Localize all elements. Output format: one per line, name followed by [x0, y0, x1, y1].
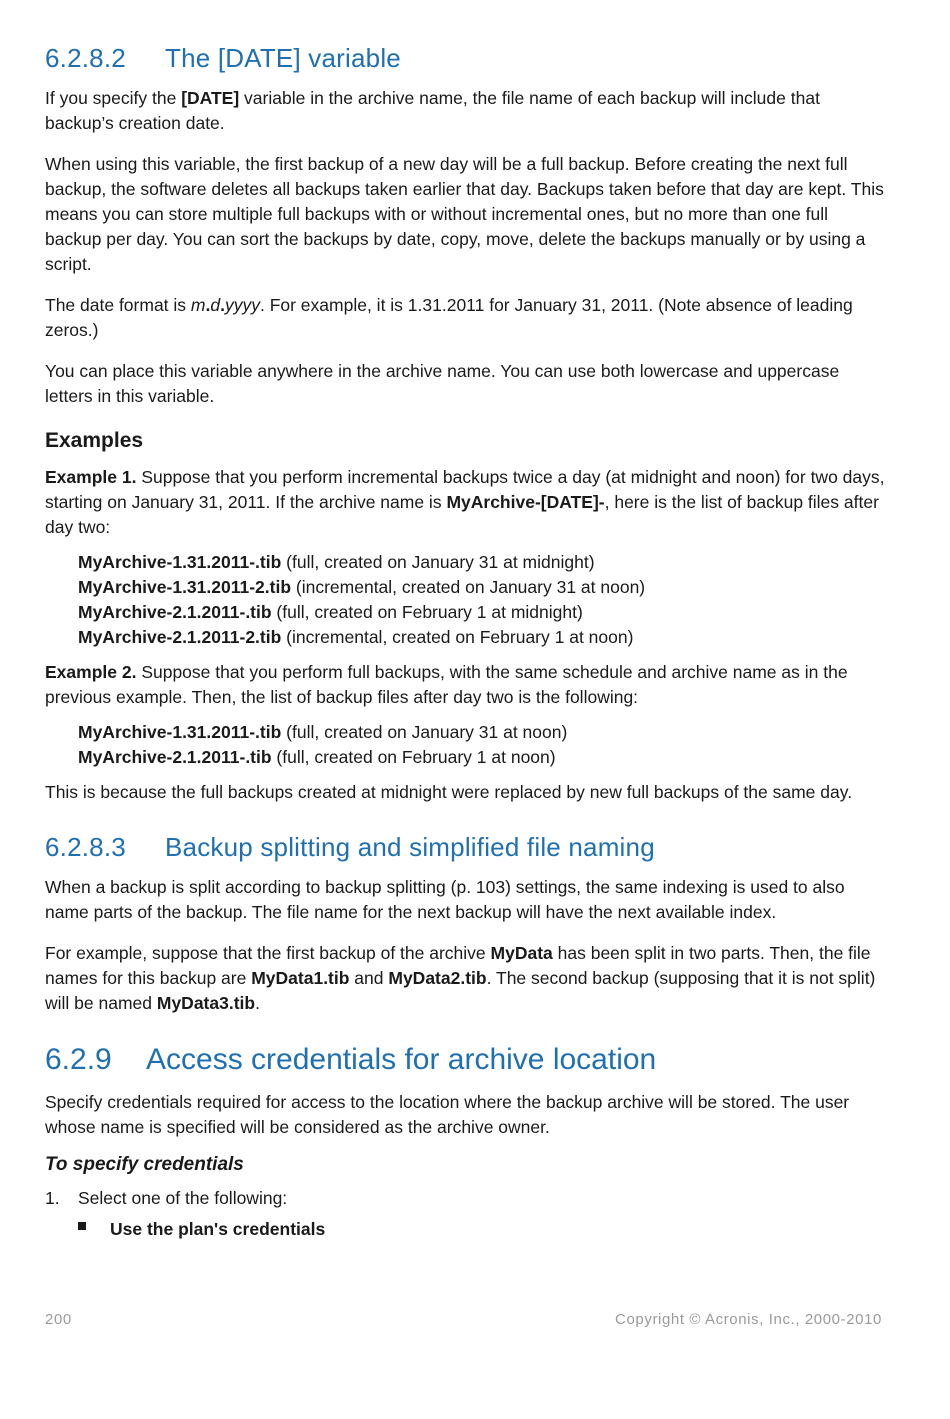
bold-term: MyData3.tib [156, 993, 256, 1013]
text-run: has been split in two parts. Then, the file names for this backup are [45, 943, 871, 988]
paragraph-splitting-example [45, 941, 885, 1016]
section-title: The [DATE] variable [165, 43, 401, 73]
file-description: (full, created on January 31 at noon) [281, 722, 568, 742]
section-title: Access credentials for archive location [146, 1043, 657, 1076]
page-content [45, 40, 885, 1242]
bold-term: MyData [490, 943, 553, 963]
file-name: MyArchive-2.1.2011-.tib [78, 747, 272, 767]
text-run: , here is the list of backup files after day two: [45, 492, 879, 537]
example-label: Example 1. [45, 467, 137, 487]
italic-term: yyyy [224, 295, 260, 315]
example-1-file-list [78, 550, 885, 650]
section-number: 6.2.9 [45, 1043, 112, 1076]
procedure-title: To specify credentials [45, 1154, 244, 1175]
file-name: MyArchive-1.31.2011-2.tib [78, 577, 292, 597]
list-item [78, 625, 885, 650]
text-run: When a backup is split according to backup splitting (p. 103) settings, the same indexing is used to also name parts of the backup. The file name for the next backup will have the next available index. [45, 877, 845, 922]
copyright-notice: Copyright © Acronis, Inc., 2000-2010 [615, 1311, 882, 1328]
file-name: MyArchive-2.1.2011-.tib [78, 602, 272, 622]
file-name: MyArchive-2.1.2011-2.tib [78, 627, 282, 647]
step-number: 1. [45, 1188, 60, 1208]
text-run: and [349, 968, 389, 988]
page-number: 200 [45, 1311, 72, 1328]
file-description: (full, created on February 1 at noon) [271, 747, 556, 767]
list-item [78, 720, 885, 745]
file-description: (full, created on February 1 at midnight) [271, 602, 583, 622]
bullet-square-icon [78, 1222, 86, 1230]
bold-term: . [220, 295, 225, 315]
option-label: Use the plan's credentials [110, 1219, 326, 1239]
section-title: Backup splitting and simplified file naming [165, 832, 655, 862]
italic-term: m [190, 295, 206, 315]
text-run: . [255, 993, 260, 1013]
file-name: MyArchive-1.31.2011-.tib [78, 552, 282, 572]
bold-term: MyData2.tib [388, 968, 487, 988]
paragraph-splitting-intro [45, 875, 885, 925]
text-run: For example, suppose that the first backup of the archive [45, 943, 491, 963]
example-2-file-list [78, 720, 885, 770]
section-heading-backup-splitting [45, 829, 885, 865]
list-item [78, 550, 885, 575]
section-heading-date-variable [45, 40, 885, 76]
section-heading-access-credentials [45, 1040, 885, 1080]
text-run: variable in the archive name, the file name of each backup will include that backup’s creation date. [45, 88, 820, 133]
text-run: . For example, it is 1.31.2011 for January 31, 2011. (Note absence of leading zeros.) [45, 295, 853, 340]
text-run: . The second backup (supposing that it is not split) will be named [45, 968, 876, 1013]
list-item [78, 575, 885, 600]
paragraph-credentials-intro: Specify credentials required for access to the location where the backup archive will be stored. The user whose name is specified will be considered as the archive owner. [45, 1092, 850, 1137]
example-label: Example 2. [45, 662, 137, 682]
paragraph-date-format [45, 293, 885, 343]
examples-heading: Examples [45, 429, 144, 452]
procedure-step-1 [45, 1186, 885, 1211]
paragraph-date-intro [45, 86, 885, 136]
bold-term: MyArchive-[DATE]- [446, 492, 605, 512]
paragraph-date-placement: You can place this variable anywhere in the archive name. You can use both lowercase and uppercase letters in this variable. [45, 361, 840, 406]
step-text: Select one of the following: [78, 1188, 288, 1208]
paragraph-date-behavior: When using this variable, the first backup of a new day will be a full backup. Before creating the next full backup, the software deletes all backups taken earlier that day. Backups taken before that day are kept. This means you can store multiple full backups with or without incremental ones, but no more than one full backup per day. You can sort the backups by date, copy, move, delete the backups manually or by using a script. [45, 154, 884, 274]
text-run: The date format is [45, 295, 191, 315]
text-run: If you specify the [45, 88, 182, 108]
file-description: (full, created on January 31 at midnight) [281, 552, 595, 572]
bold-term: [DATE] [181, 88, 240, 108]
paragraph-example-2 [45, 660, 885, 710]
bold-term: . [205, 295, 211, 315]
section-number: 6.2.8.2 [45, 43, 126, 73]
text-run: Suppose that you perform incremental backups twice a day (at midnight and noon) for two days, starting on January 31, 2011. If the archive name is [45, 467, 885, 512]
list-item [78, 600, 885, 625]
list-item [78, 745, 885, 770]
paragraph-example-1 [45, 465, 885, 540]
text-run: Suppose that you perform full backups, with the same schedule and archive name as in the previous example. Then, the list of backup files after day two is the following: [45, 662, 848, 707]
file-name: MyArchive-1.31.2011-.tib [78, 722, 282, 742]
section-number: 6.2.8.3 [45, 832, 126, 862]
file-description: (incremental, created on February 1 at noon) [281, 627, 634, 647]
option-bullet-plan-credentials [78, 1217, 885, 1242]
bold-term: MyData1.tib [251, 968, 350, 988]
paragraph-example-2-explanation: This is because the full backups created at midnight were replaced by new full backups of the same day. [45, 782, 853, 802]
page-footer [45, 1310, 882, 1330]
italic-term: d [210, 295, 221, 315]
file-description: (incremental, created on January 31 at noon) [291, 577, 646, 597]
